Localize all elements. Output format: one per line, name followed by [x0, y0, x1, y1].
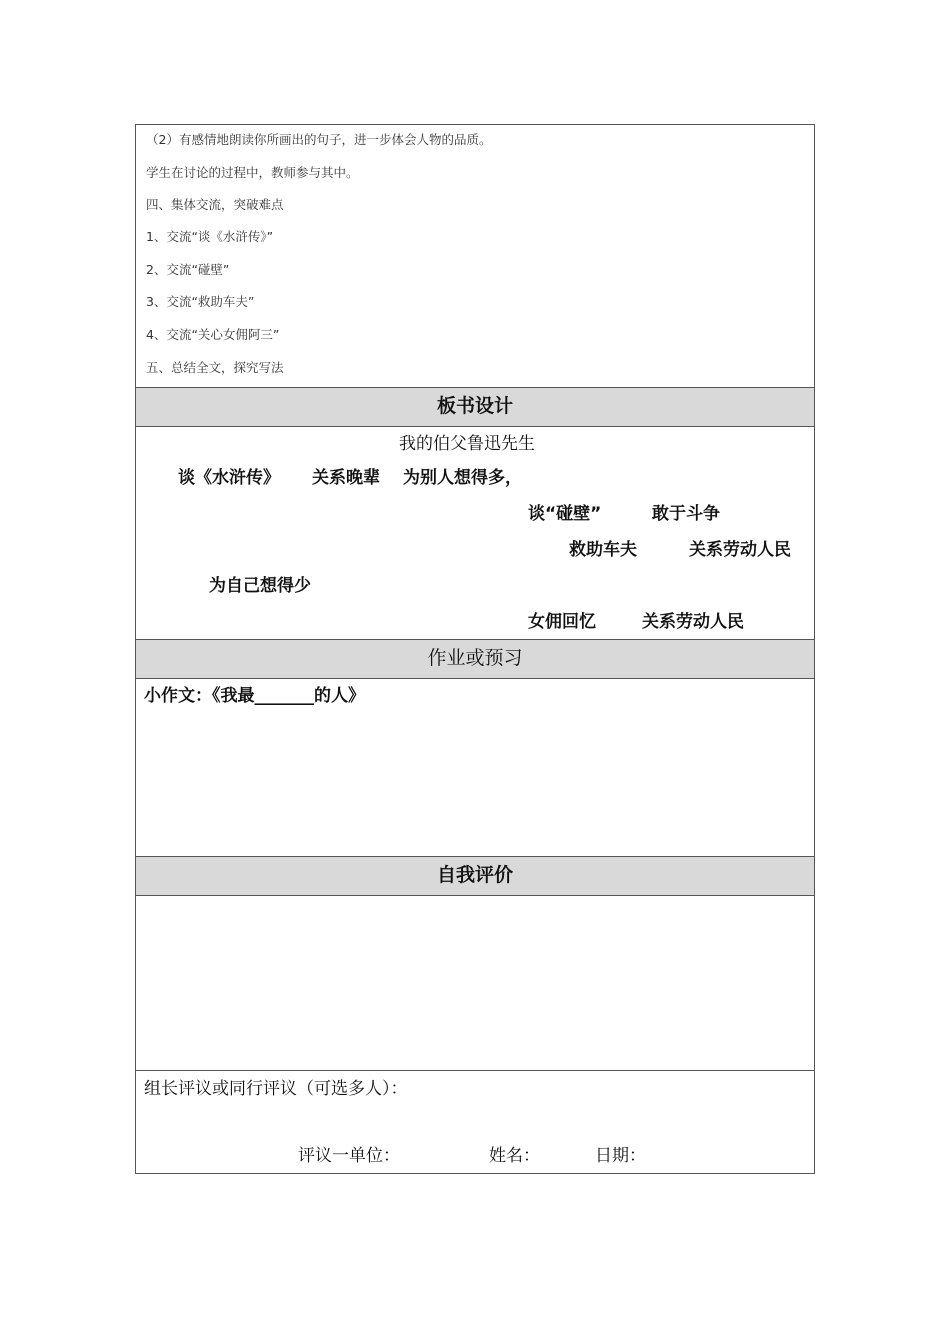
- peer-review-label: 组长评议或同行评议（可选多人）：: [144, 1079, 408, 1099]
- board-design-content: [136, 427, 814, 639]
- step-line: 四、集体交流，突破难点: [146, 197, 284, 212]
- board-item: 女佣回忆: [528, 612, 596, 632]
- board-design-header: 板书设计: [136, 387, 814, 427]
- self-evaluation-content: [136, 896, 814, 1070]
- board-item: 为别人想得多，: [403, 468, 522, 488]
- reviewer-unit-label: 评议一单位：: [298, 1146, 400, 1166]
- review-date-label: 日期：: [595, 1146, 646, 1166]
- reviewer-name-label: 姓名：: [489, 1146, 540, 1166]
- step-line: 4、交流“关心女佣阿三”: [146, 327, 280, 342]
- step-line: 2、交流“碰壁”: [146, 262, 230, 277]
- board-item: 关系晚辈: [312, 468, 380, 488]
- step-line: 学生在讨论的过程中，教师参与其中。: [146, 165, 359, 180]
- board-item: 敢于斗争: [652, 504, 720, 524]
- step-line: 1、交流“谈《水浒传》”: [146, 229, 274, 244]
- board-item: 关系劳动人民: [689, 540, 791, 560]
- board-item: 关系劳动人民: [642, 612, 744, 632]
- board-item: 救助车夫: [569, 540, 637, 560]
- homework-header: 作业或预习: [136, 639, 814, 679]
- lesson-plan-table: [135, 124, 815, 1174]
- step-line: 3、交流“救助车夫”: [146, 294, 255, 309]
- homework-text: 小作文：《我最_______的人》: [144, 686, 365, 706]
- board-item: 为自己想得少: [209, 576, 311, 596]
- board-item: 谈《水浒传》: [178, 468, 280, 488]
- teaching-steps-section: [136, 125, 814, 387]
- board-title: 我的伯父鲁迅先生: [399, 434, 535, 454]
- peer-review-section: [136, 1071, 814, 1173]
- self-evaluation-header: 自我评价: [136, 856, 814, 896]
- homework-content: [136, 679, 814, 857]
- step-line: 五、总结全文，探究写法: [146, 360, 284, 375]
- board-item: 谈“碰壁”: [528, 504, 602, 524]
- step-line: （2）有感情地朗读你所画出的句子，进一步体会人物的品质。: [146, 132, 492, 147]
